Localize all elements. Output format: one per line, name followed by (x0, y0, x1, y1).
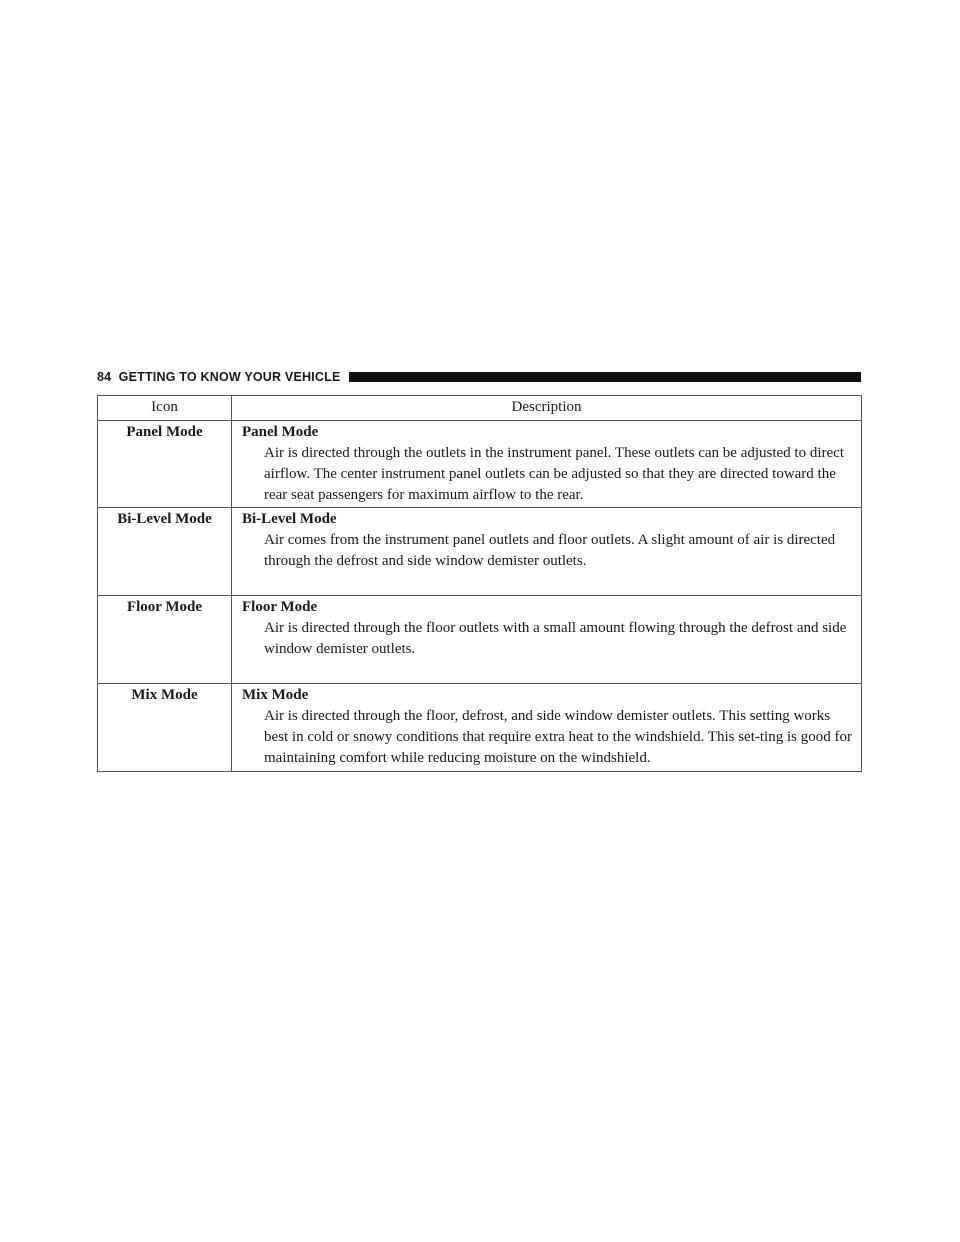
icon-label: Panel Mode (126, 424, 203, 440)
page-header (97, 368, 861, 386)
climate-modes-table (97, 395, 862, 772)
mode-title: Floor Mode (242, 599, 318, 615)
bi-level-mode-icon (98, 508, 232, 596)
table-row (98, 421, 862, 508)
panel-mode-icon (98, 421, 232, 508)
table-row (98, 684, 862, 772)
floor-mode-icon (98, 596, 232, 684)
mode-title: Mix Mode (242, 687, 309, 703)
table-row (98, 508, 862, 596)
description-cell (232, 684, 862, 772)
mode-description: Air comes from the instrument panel outlets and floor outlets. A slight amount of air is directed through the defrost and side window demister outlets. (264, 532, 836, 569)
section-title: GETTING TO KNOW YOUR VEHICLE (118, 370, 341, 384)
icon-label: Bi-Level Mode (117, 511, 212, 527)
icon-label: Floor Mode (126, 599, 203, 615)
header-text (97, 370, 349, 384)
column-header-description: Description (232, 396, 862, 421)
icon-label: Mix Mode (131, 687, 198, 703)
mix-mode-icon (98, 684, 232, 772)
header-rule (349, 372, 862, 382)
description-cell (232, 421, 862, 508)
mode-title: Bi-Level Mode (242, 511, 337, 527)
page-number: 84 (97, 370, 112, 384)
description-cell (232, 508, 862, 596)
mode-description: Air is directed through the outlets in the instrument panel. These outlets can be adjusted to direct airflow. The center instrument panel outlets can be adjusted so that they are directed toward the rear seat passengers for maximum airflow to the rear. (264, 445, 844, 503)
table-header-row (98, 396, 862, 421)
mode-description: Air is directed through the floor outlets with a small amount flowing through the defrost and side window demister outlets. (264, 620, 847, 657)
table-row (98, 596, 862, 684)
description-cell (232, 596, 862, 684)
mode-description: Air is directed through the floor, defrost, and side window demister outlets. This setting works best in cold or snowy conditions that require extra heat to the windshield. This set-ting is good for maintaining comfort while reducing moisture on the windshield. (264, 708, 852, 766)
mode-title: Panel Mode (242, 424, 319, 440)
column-header-icon: Icon (98, 396, 232, 421)
